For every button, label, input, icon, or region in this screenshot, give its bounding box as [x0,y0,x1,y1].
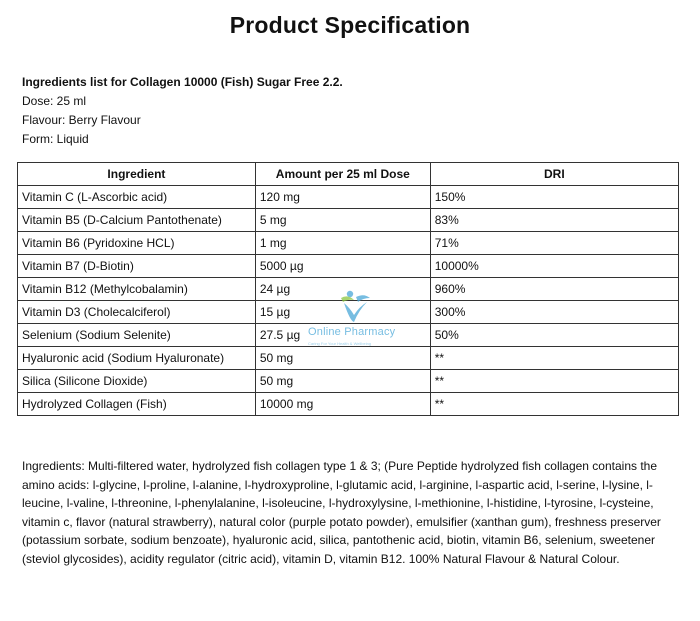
column-header-ingredient: Ingredient [18,163,256,186]
ingredients-list-heading: Ingredients list for Collagen 10000 (Fish) Sugar Free 2.2. [22,75,343,89]
dri-cell: ** [430,347,678,370]
column-header-amount: Amount per 25 ml Dose [255,163,430,186]
amount-cell: 10000 mg [255,393,430,416]
amount-cell: 24 µg [255,278,430,301]
watermark-brand: Online Pharmacy [308,326,396,338]
amount-cell: 50 mg [255,347,430,370]
pharmacy-logo-icon [334,288,374,324]
column-header-dri: DRI [430,163,678,186]
dri-cell: 50% [430,324,678,347]
dri-cell: 71% [430,232,678,255]
ingredient-cell: Selenium (Sodium Selenite) [18,324,256,347]
table-row [18,393,679,416]
page-title: Product Specification [229,12,471,38]
table-row [18,186,679,209]
table-row [18,255,679,278]
amount-cell: 5000 µg [255,255,430,278]
dose-line: Dose: 25 ml [22,94,87,108]
dri-cell: 960% [430,278,678,301]
ingredient-cell: Silica (Silicone Dioxide) [18,370,256,393]
dri-cell: 300% [430,301,678,324]
dri-cell: 10000% [430,255,678,278]
online-pharmacy-watermark [306,288,416,354]
form-line: Form: Liquid [22,132,89,146]
ingredient-cell: Vitamin B6 (Pyridoxine HCL) [18,232,256,255]
ingredient-cell: Vitamin C (L-Ascorbic acid) [18,186,256,209]
dri-cell: ** [430,370,678,393]
amount-cell: 27.5 µg [255,324,430,347]
ingredient-cell: Vitamin B12 (Methylcobalamin) [18,278,256,301]
table-header-row [18,163,679,186]
ingredient-cell: Hydrolyzed Collagen (Fish) [18,393,256,416]
flavour-line: Flavour: Berry Flavour [22,113,141,127]
amount-cell: 50 mg [255,370,430,393]
amount-cell: 15 µg [255,301,430,324]
table-row [18,370,679,393]
ingredients-paragraph: Ingredients: Multi-filtered water, hydrolyzed fish collagen type 1 & 3; (Pure Peptide hydrolyzed fish collagen contains the amino acids: l-glycine, l-proline, l-alanine, l-hydroxyproline, l-glutamic acid, l-arginine, l-aspartic acid, l-serine, l-lysine, l-leucine, l-valine, l-threonine, l-phenylalanine, l-isoleucine, l-hydroxylysine, l-methionine, l-histidine, l-tyrosine, l-cysteine, vitamin c, flavor (natural strawberry), natural color (purple potato powder), emulsifier (xanthan gum), freshness preserver (potassium sorbate, sodium benzoate), hyaluronic acid, silica, pantothenic acid, biotin, vitamin B6, selenium, sweetener (steviol glycosides), acidity regulator (citric acid), vitamin D, vitamin B12. 100% Natural Flavour & Natural Colour. [22,459,661,566]
dri-cell: 150% [430,186,678,209]
dri-cell: 83% [430,209,678,232]
ingredient-cell: Vitamin B7 (D-Biotin) [18,255,256,278]
ingredient-cell: Vitamin B5 (D-Calcium Pantothenate) [18,209,256,232]
ingredient-cell: Vitamin D3 (Cholecalciferol) [18,301,256,324]
ingredient-cell: Hyaluronic acid (Sodium Hyaluronate) [18,347,256,370]
watermark-tagline: Caring For Your Health & Wellbeing [308,341,372,346]
amount-cell: 5 mg [255,209,430,232]
table-row [18,232,679,255]
dri-cell: ** [430,393,678,416]
product-meta [22,73,343,149]
amount-cell: 1 mg [255,232,430,255]
table-row [18,209,679,232]
amount-cell: 120 mg [255,186,430,209]
